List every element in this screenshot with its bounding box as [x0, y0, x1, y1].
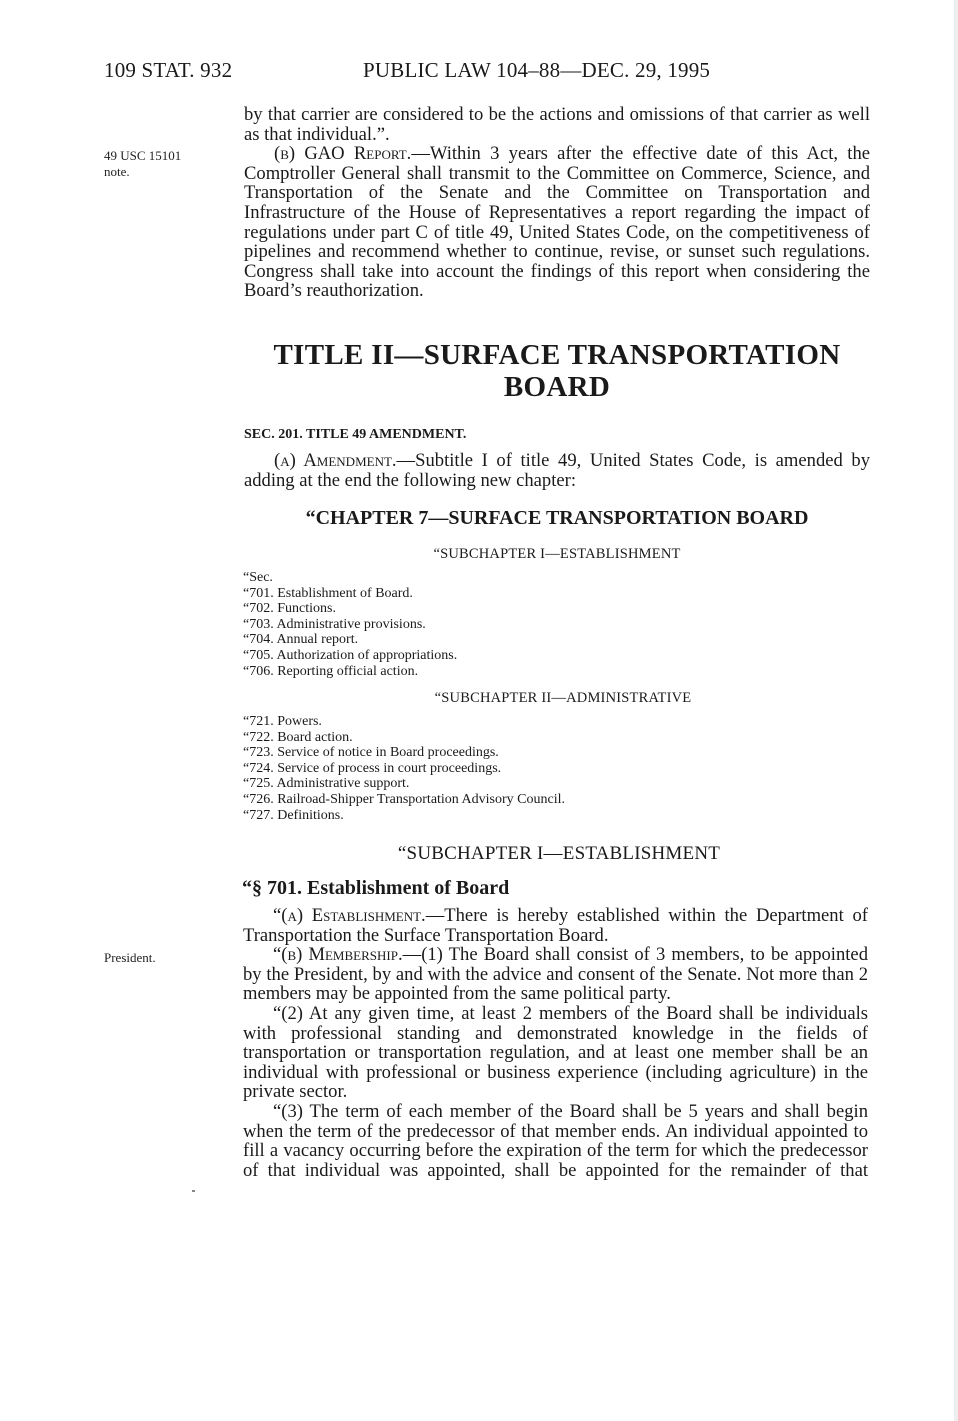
subchapter-1-heading: “SUBCHAPTER I—ESTABLISHMENT — [397, 843, 721, 864]
page-edge-shadow — [954, 0, 958, 1421]
toc-entry: “721. Powers. — [243, 714, 322, 729]
toc-sec-label: “Sec. — [243, 570, 273, 585]
toc-entry: “724. Service of process in court proceedings. — [243, 760, 502, 776]
page-reference: 109 STAT. 932 — [104, 58, 233, 82]
toc-subchapter-1 — [243, 570, 457, 679]
chapter-heading: “CHAPTER 7—SURFACE TRANSPORTATION BOARD — [305, 507, 809, 529]
toc-subchapter-2 — [243, 714, 565, 823]
intro-block — [244, 105, 870, 301]
amendment-paragraph — [244, 451, 870, 490]
toc-entry: “702. Functions. — [243, 601, 336, 617]
membership-label: “(b) Membership. — [273, 944, 403, 966]
subchapter-2-toc-heading: “SUBCHAPTER II—ADMINISTRATIVE — [434, 690, 692, 706]
gao-report-paragraph — [244, 144, 870, 301]
margin-note-president: President. — [104, 950, 156, 965]
section-201-heading: SEC. 201. TITLE 49 AMENDMENT. — [244, 427, 467, 442]
section-701-body — [243, 906, 868, 1180]
title-line-2: BOARD — [503, 371, 611, 403]
membership-paragraph — [243, 945, 868, 1004]
toc-entry: “727. Definitions. — [243, 807, 344, 823]
membership-paragraph-2: “(2) At any given time, at least 2 members of the Board shall be individuals with professional standing and demonstrated knowledge in the fields of transportation or transportation regulation, and at least one member shall be an individual with professional or business experience (including agriculture) in the private sector. — [243, 1002, 868, 1103]
toc-entry: “722. Board action. — [243, 729, 353, 745]
toc-entry: “706. Reporting official action. — [243, 663, 419, 679]
subchapter-1-toc-heading: “SUBCHAPTER I—ESTABLISHMENT — [433, 546, 681, 562]
margin-note-usc: 49 USC 15101 — [104, 148, 182, 163]
establishment-paragraph — [243, 906, 868, 945]
toc-entry: “705. Authorization of appropriations. — [243, 647, 458, 663]
law-reference: PUBLIC LAW 104–88—DEC. 29, 1995 — [363, 58, 711, 82]
gao-report-text: —Within 3 years after the effective date of this Act, the Comptroller General shall transmit to the Committee on Commerce, Science, and Transportation of the Senate and the Committee on Transportation and Infrastructure of the House of Representatives a report regarding the impact of regulations under part C of title 49, United States Code, on the competitiveness of pipelines and recommend whether to continue, revise, or sunset such regulations. Congress shall take into account the findings of this report when considering the Board’s reauthorization. — [244, 143, 871, 302]
membership-text: —(1) The Board shall consist of 3 members, to be appointed by the President, by and with the advice and consent of the Senate. Not more than 2 members may be appointed from the same political party. — [243, 944, 868, 1005]
section-701-heading: “§ 701. Establishment of Board — [242, 877, 510, 899]
establishment-label: “(a) Establishment. — [273, 905, 426, 926]
toc-entry: “725. Administrative support. — [243, 776, 410, 792]
gao-report-label: (b) GAO Report. — [274, 143, 412, 165]
establishment-text: —There is hereby established within the Department of Transportation the Surface Transportation Board. — [243, 905, 868, 946]
toc-entry: “704. Annual report. — [243, 632, 359, 648]
margin-note-usc-note: note. — [104, 164, 130, 179]
toc-entry: “723. Service of notice in Board proceedings. — [243, 745, 499, 761]
toc-entry: “726. Railroad-Shipper Transportation Advisory Council. — [243, 791, 565, 807]
amendment-text: —Subtitle I of title 49, United States Code, is amended by adding at the end the following new chapter: — [244, 450, 870, 491]
toc-entry: “703. Administrative provisions. — [243, 616, 426, 632]
section-201-body — [244, 451, 870, 490]
toc-entry: “701. Establishment of Board. — [243, 585, 413, 601]
amendment-label: (a) Amendment. — [274, 450, 397, 471]
continued-paragraph: by that carrier are considered to be the actions and omissions of that carrier as well as that individual.”. — [244, 104, 870, 145]
title-line-1: TITLE II—SURFACE TRANSPORTATION — [273, 339, 841, 371]
scan-mark — [192, 1190, 195, 1192]
membership-paragraph-3: “(3) The term of each member of the Board shall be 5 years and shall begin when the term of the predecessor of that member ends. An individual appointed to fill a vacancy occurring before the expiration of the term for which the predecessor of that individual was appointed, shall be appointed for the remainder of that — [243, 1100, 868, 1181]
